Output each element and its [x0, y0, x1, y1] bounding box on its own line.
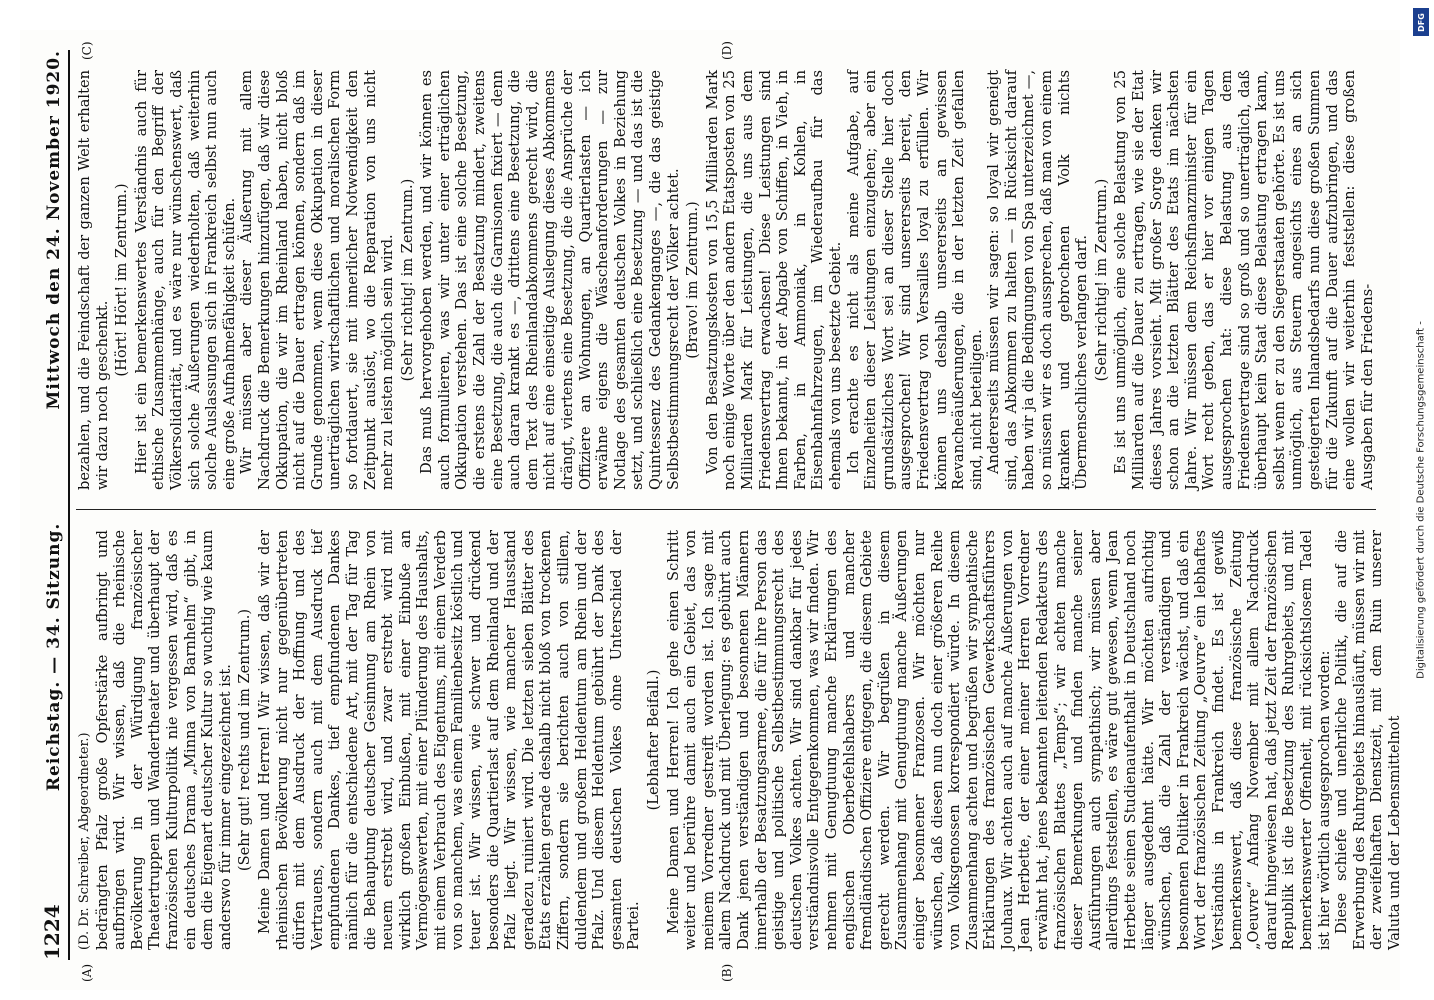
- session-date: Mittwoch den 24. November 1920.: [44, 50, 64, 410]
- page-header: [34, 50, 70, 960]
- interjection: (Lebhafter Beifall.): [645, 669, 662, 811]
- paragraph: Andererseits müssen wir sagen: so loyal wir geneigt sind, das Abkommen zu halten — in Rücksicht darauf haben wir ja die Bedingungen von Spa unterzeichnet —, so müssen wir es doch aussprechen, daß man von einem kranken und gebrochenen Volk nichts Übermenschliches verlangen darf.: [985, 70, 1091, 490]
- column-divider: [76, 509, 1376, 510]
- left-column: [76, 530, 1403, 950]
- interjection: (Sehr gut! rechts und im Zentrum.): [236, 608, 254, 872]
- margin-mark-a: (A): [80, 963, 94, 982]
- session-title: Reichstag. — 34. Sitzung.: [44, 522, 64, 792]
- dfg-logo: DFG: [1413, 8, 1429, 36]
- paragraph: Meine Damen und Herren! Wir wissen, daß wir der rheinischen Bevölkerung nicht nur gegenübertreten dürfen mit dem Ausdruck der Hoffnung und des Vertrauens, sondern auch mit dem Ausdruck tief empfundenen Dankes, tief empfundenen Dankes nämlich für die entschiedene Art, mit der Tag für Tag die Behauptung deutscher Gesinnung am Rhein von neuem erstrebt wird, und zwar erstrebt wird mit wirklich großen Einbußen, mit einer Einbuße an Vermögenswerten, mit einer Plünderung des Haushalts, mit einem Verbrauch des Eigentums, mit einem Verderb von so manchem, was einem Familienbesitz köstlich und teuer ist. Wir wissen, wie schwer und drückend besonders die Quartierlast auf dem Rheinland und der Pfalz liegt. Wir wissen, wie mancher Hausstand geradezu ruiniert wird. Die letzten sieben Blätter des Etats erzählen gerade deshalb nicht bloß von trockenen Ziffern, sondern sie berichten auch von stillem, duldendem und großem Heldentum am Rhein und der Pfalz. Und diesem Heldentum gebührt der Dank des gesamten deutschen Volkes ohne Unterschied der Partei.: [255, 530, 643, 950]
- right-column: [76, 70, 1376, 490]
- interjection: (Hört! Hört! im Zentrum.): [113, 183, 131, 377]
- interjection: (Sehr richtig! im Zentrum.): [1092, 178, 1110, 382]
- paragraph: Ich erachte es nicht als meine Aufgabe, auf Einzelheiten dieser Leistungen einzugehen; aber ein grundsätzliches Wort sei an dieser Stelle hier doch ausgesprochen! Wir sind unsererseits bereit, den Friedensvertrag von Versailles loyal zu erfüllen. Wir können uns deshalb unsererseits an gewissen Revancheäußerungen, die in der letzten Zeit gefallen sind, nicht beteiligen.: [844, 70, 985, 490]
- digitization-credit: Digitalisierung gefördert durch die Deutsche Forschungsgemeinschaft -: [1415, 321, 1427, 679]
- paragraph: Hier ist ein bemerkenswertes Verständnis auch für ethische Zusammenhänge, auch für den Begriff der Völkersolidarität, und es wäre nur wünschenswert, daß sich solche Äußerungen wiederholten, daß weiterhin solche Auslassungen sich in Frankreich selbst nun auch eine große Aufnahmefähigkeit schüfen.: [132, 70, 238, 490]
- speaker-line: (D. Dr. Schreiber, Abgeordneter.): [77, 732, 92, 950]
- interjection: (Bravo! im Zentrum.): [684, 201, 702, 359]
- paragraph: Meine Damen und Herren! Ich gehe einen Schritt weiter und berühre damit auch ein Gebiet, das von meinem Vorredner gestreift worden ist. Ich sage mit allem Nachdruck und mit Überlegung: es gebührt auch Dank jenen verständigen und besonnenen Männern innerhalb der Besatzungsarmee, die für ihre Person das geistige und politische Selbstbestimmungsrecht des deutschen Volkes achten. Wir sind dankbar für jedes verständnisvolle Entgegenkommen, was wir finden. Wir nehmen mit Genugtuung manche Erklärungen des englischen Oberbefehlshabers und mancher fremdländischen Offiziere entgegen, die diesem Gebiete gerecht werden. Wir begrüßen in diesem Zusammenhang mit Genugtuung manche Äußerungen einiger besonnener Franzosen. Wir möchten nur wünschen, daß diesen nun doch einer größeren Reihe von Volksgenossen korrespondiert würde. In diesem Zusammenhang achten und begrüßen wir sympathische Erklärungen des französischen Gewerkschaftsführers Jouhaux. Wir achten auch auf manche Äußerungen von Jean Herbette, der einer meiner Herren Vorredner erwähnt hat, jenes bekannten leitenden Redakteurs des französischen Blattes „Temps“; wir achten manche dieser Bemerkungen und finden manche seiner Ausführungen auch sympathisch; wir müssen aber allerdings feststellen, es wäre gut gewesen, wenn Jean Herbette seinen Studienaufenthalt in Deutschland noch länger ausgedehnt hätte. Wir möchten aufrichtig wünschen, daß die Zahl der verständigen und besonnenen Politiker in Frankreich wächst, und daß ein Wort der französischen Zeitung „Oeuvre“ ein lebhaftes Verständnis in Frankreich findet. Es ist gewiß bemerkenswert, daß diese französische Zeitung „Oeuvre“ Anfang November mit allem Nachdruck darauf hingewiesen hat, daß jetzt Zeit der französischen Republik ist die Besetzung des Ruhrgebiets, und mit bemerkenswerter Offenheit, mit rücksichtslosem Tadel ist hier wörtlich ausgesprochen worden:: [664, 530, 1333, 950]
- rotated-scan-page: [20, 30, 1403, 990]
- paragraph: bezahlen, und die Feindschaft der ganzen Welt erhalten wir dazu noch geschenkt.: [76, 70, 111, 490]
- paragraph: bedrängten Pfalz große Opferstärke aufbringt und aufbringen wird. Wir wissen, daß die rheinische Bevölkerung in der Würdigung französischer Theatertruppen und Wandertheater und überhaupt der französischen Kulturpolitik nie vergessen wird, daß es ein deutsches Drama „Minna von Barnhelm“ gibt, in dem die Eigenart deutscher Kultur so wuchtig wie kaum anderswo für immer eingezeichnet ist.: [93, 530, 234, 950]
- margin-mark-b: (B): [720, 963, 734, 982]
- quotation: Diese schiefe und unehrliche Politik, die auf die Erwerbung des Ruhrgebiets hinausläuft, müssen wir mit der zweifelhaften Dienstzeit, mit dem Ruin unserer Valuta und der Lebensmittelnot: [1333, 530, 1403, 950]
- paragraph: Wir müssen aber dieser Äußerung mit allem Nachdruck die Bemerkungen hinzufügen, daß wir diese Okkupation, die wir im Rheinland haben, nicht bloß nicht auf die Dauer ertragen können, sondern daß im Grunde genommen, wenn diese Okkupation in dieser unerträglichen wirtschaftlichen und moralischen Form so fortdauert, sie mit innerlicher Notwendigkeit den Zeitpunkt auslöst, wo die Reparation von uns nicht mehr zu leisten möglich sein wird.: [238, 70, 397, 490]
- paragraph: Es ist uns unmöglich, eine solche Belastung von 25 Milliarden auf die Dauer zu ertragen, wie sie der Etat dieses Jahres vorsieht. Mit großer Sorge denken wir schon an die letzten Blätter des Etats im nächsten Jahre. Wir müssen dem Reichsfinanzminister für ein Wort recht geben, das er hier vor einigen Tagen ausgesprochen hat: diese Belastung aus dem Friedensvertrage sind so groß und so unerträglich, daß überhaupt kein Staat diese Belastung ertragen kann, selbst wenn er zu den Siegerstaaten gehörte. Es ist uns unmöglich, aus Steuern angesichts eines an sich gesteigerten Inlandsbedarfs nun diese großen Summen für die Zukunft auf die Dauer aufzubringen, und das eine wollen wir weiterhin feststellen: diese großen Ausgaben für den Friedens-: [1112, 70, 1376, 490]
- paragraph: Das muß hervorgehoben werden, und wir können es auch formulieren, was wir unter einer erträglichen Okkupation verstehen. Das ist eine solche Besetzung, die erstens die Zahl der Besatzung mindert, zweitens eine Besetzung, die auch die Garnisonen fixiert — denn auch daran krankt es —, drittens eine Besetzung, die dem Text des Rheinlandabkommens gerecht wird, die nicht auf eine einseitige Auslegung dieses Abkommens drängt, viertens eine Besetzung, die die Ansprüche der Offiziere an Wohnungen, an Quartierlasten — ich erwähne eigens die Wäscheanforderungen — zur Notlage des gesamten deutschen Volkes in Beziehung setzt, und schließlich eine Besetzung — und das ist die Quintessenz des Gedankenganges —, die das geistige Selbstbestimmungsrecht der Völker achtet.: [418, 70, 682, 490]
- interjection: (Sehr richtig! im Zentrum.): [398, 178, 416, 382]
- page-number: 1224: [40, 904, 64, 960]
- margin-mark-d: (D): [720, 41, 734, 60]
- margin-mark-c: (C): [80, 41, 94, 60]
- dfg-credit-strip: [1412, 8, 1430, 992]
- paragraph: Von den Besatzungskosten von 15,5 Milliarden Mark noch einige Worte über den andern Etatsposten von 25 Milliarden Mark für Leistungen, die uns aus dem Friedensvertrag erwachsen! Diese Leistungen sind Ihnen bekannt, in der Abgabe von Schiffen, in Vieh, in Farben, in Ammoniak, in Kohlen, in Eisenbahnfahrzeugen, im Wiederaufbau für das ehemals von uns besetzte Gebiet.: [703, 70, 844, 490]
